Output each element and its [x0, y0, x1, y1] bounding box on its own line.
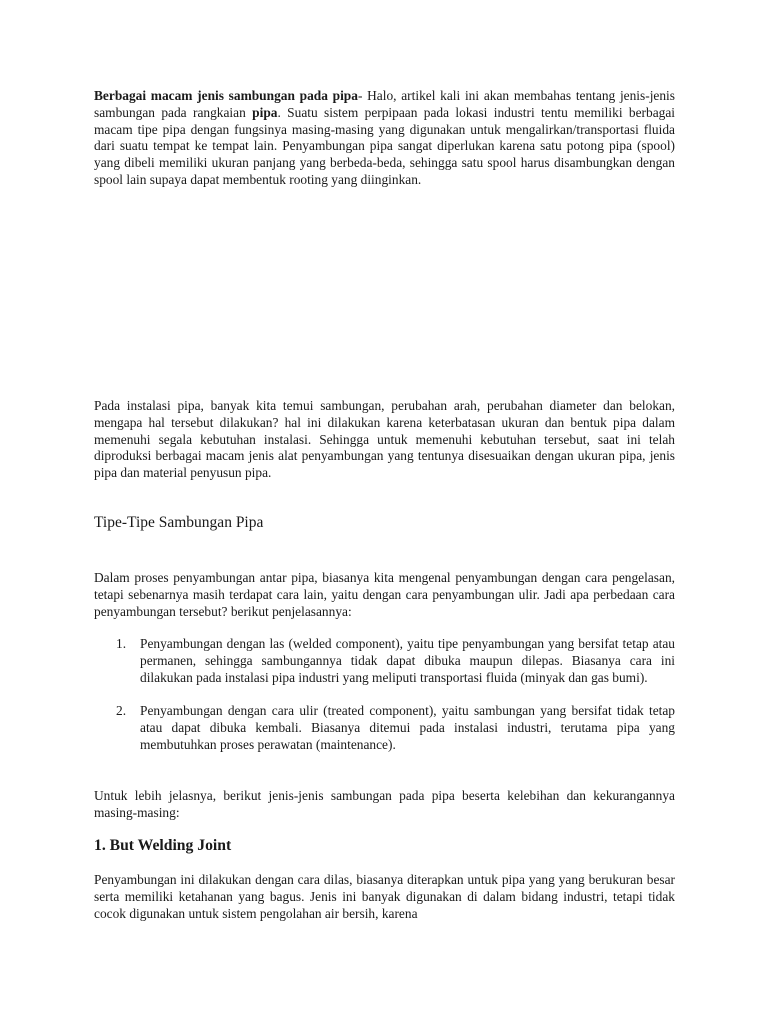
subheading-butt-welding: 1. But Welding Joint — [94, 837, 232, 854]
list-item-number: 1. — [116, 636, 127, 651]
section-heading: Tipe-Tipe Sambungan Pipa — [94, 514, 264, 531]
list-item — [94, 703, 675, 753]
paragraph-butt-welding: Penyambungan ini dilakukan dengan cara dilas, biasanya diterapkan untuk pipa yang yang berukuran besar serta memiliki ketahanan yang bagus. Jenis ini banyak digunakan di dalam bidang industri, tetapi tidak cocok digunakan untuk sistem pengolahan air bersih, karena — [94, 872, 675, 921]
list-item-number: 2. — [116, 703, 127, 719]
paragraph-details: Untuk lebih jelasnya, berikut jenis-jenis sambungan pada pipa beserta kelebihan dan kekurangannya masing-masing: — [94, 788, 675, 820]
list-item-text: Penyambungan dengan cara ulir (treated component), yaitu sambungan yang bersifat tidak tetap atau dapat dibuka kembali. Biasanya ditemui pada instalasi industri, terutama pipa yang membutuhkan proses perawatan (maintenance). — [140, 703, 675, 752]
list-item — [94, 636, 675, 686]
intro-paragraph — [94, 88, 675, 189]
list-item-text: Penyambungan dengan las (welded component), yaitu tipe penyambungan yang bersifat tetap atau permanen, sehingga sambungannya tidak dapat dibuka maupun dilepas. Biasanya cara ini dilakukan pada instalasi pipa industri yang meliputi transportasi fluida (minyak dan gas bumi). — [140, 636, 675, 685]
joint-type-list — [94, 636, 675, 770]
paragraph-process: Dalam proses penyambungan antar pipa, biasanya kita mengenal penyambungan dengan cara pengelasan, tetapi sebenarnya masih terdapat cara lain, yaitu dengan cara penyambungan ulir. Jadi apa perbedaan cara penyambungan tersebut? berikut penjelasannya: — [94, 570, 675, 619]
paragraph-installation: Pada instalasi pipa, banyak kita temui sambungan, perubahan arah, perubahan diameter dan belokan, mengapa hal tersebut dilakukan? hal ini dilakukan karena keterbatasan ukuran dan bentuk pipa dalam memenuhi segala kebutuhan instalasi. Sehingga untuk memenuhi kebutuhan tersebut, saat ini telah diproduksi berbagai macam jenis alat penyambungan yang tentunya disesuaikan dengan ukuran pipa, jenis pipa dan material penyusun pipa. — [94, 398, 675, 481]
intro-text-2: . Suatu sistem perpipaan pada lokasi industri tentu memiliki berbagai macam tipe pipa dengan fungsinya masing-masing yang digunakan untuk mengalirkan/transportasi fluida dari suatu tempat ke tempat lain. Penyambungan pipa sangat diperlukan karena satu potong pipa (spool) yang dibeli memiliki ukuran panjang yang berbeda-beda, sehingga satu spool harus disambungkan dengan spool lain supaya dapat membentuk rooting yang diinginkan. — [94, 104, 675, 187]
intro-bold-lead: Berbagai macam jenis sambungan pada pipa — [94, 88, 358, 103]
intro-bold-word: pipa — [252, 104, 278, 120]
intro-text-1: - Halo, artikel kali ini akan membahas tentang jenis-jenis sambungan pada rangkaian — [94, 88, 675, 120]
